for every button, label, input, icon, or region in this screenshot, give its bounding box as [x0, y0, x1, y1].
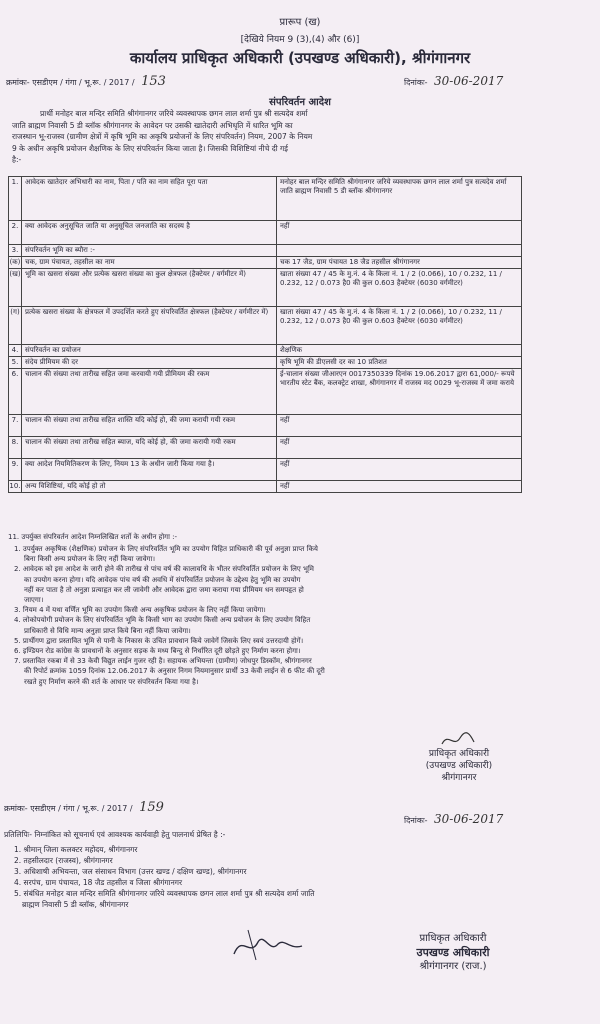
condition-line: नहीं कर पाता है तो अनुज्ञा प्रत्याहृत कर ली जावेगी और आवेदक द्वारा जमा कराया गया प्रीमियम धन समपहृत हो	[24, 585, 304, 594]
row-answer: कृषि भूमि की डीएलसी दर का 10 प्रतिशत	[277, 357, 522, 369]
copy-ref-line	[4, 800, 164, 815]
intro-line: राजस्थान भू-राजस्व (ग्रामीण क्षेत्रों में कृषि भूमि का अकृषि प्रयोजनों के लिए संपरिवर्तन) नियम, 2007 के नियम	[12, 132, 313, 141]
condition-line: बिना किसी अन्य प्रयोजन के लिए नहीं किया जावेगा।	[24, 555, 156, 564]
date-label: दिनांकः-	[404, 78, 428, 87]
stamp-line: प्राधिकृत अधिकारी	[419, 933, 487, 944]
row-answer: नहीं	[277, 481, 522, 493]
row-question: क्या आदेश नियमितिकरण के लिए, नियम 13 के अधीन जारी किया गया है।	[22, 459, 277, 481]
row-answer: खाता संख्या 47 / 45 के मु.नं. 4 के किला नं. 1 / 2 (0.066), 10 / 0.232, 11 / 0.232, 12 / 0.073 है0 की कुल 0.603 हैक्टेयर (6030 वर्गमीटर)	[277, 307, 522, 345]
table-row	[9, 307, 522, 345]
table-row	[9, 177, 522, 221]
copy-ref-prefix: क्रमांकः- एसडीएम / गंगा / भू.रू. / 2017 /	[4, 804, 133, 813]
condition-line: जाएगा।	[24, 596, 44, 605]
signatory-place: श्रीगंगानगर	[441, 773, 477, 783]
ref-number: 153	[141, 74, 166, 89]
condition-line: का उपयोग करना होगा। यदि आवेदक पांच वर्ष की अवधि में संपरिवर्तित प्रयोजन के उद्देश्य हेतु भूमि का उपयोग	[24, 575, 301, 584]
condition-line: प्राधिकारी से विधि मान्य अनुज्ञा प्राप्त किये बिना नहीं किया जावेगा।	[24, 626, 191, 635]
stamp-line: श्रीगंगानगर (राज.)	[419, 961, 487, 972]
conditions-title: 11. उपर्युक्त संपरिवर्तन आदेश निम्नलिखित शर्तो के अधीन होगा :-	[8, 533, 178, 541]
condition-line: रखते हुए निर्माण करने की शर्त के आधार पर संपरिवर्तन किया गया है।	[24, 677, 199, 686]
table-row	[9, 345, 522, 357]
row-question: भूमि का खसरा संख्या और प्रत्येक खसरा संख्या का कुल क्षेत्रफल (हैक्टेयर / वर्गमीटर में)	[22, 269, 277, 307]
table-row	[9, 437, 522, 459]
table-row	[9, 245, 522, 257]
row-number: (क)	[9, 257, 22, 269]
rule-reference: [देखिये नियम 9 (3),(4) और (6)]	[240, 35, 360, 45]
intro-line: प्रार्थी मनोहर बाल मन्दिर समिति श्रीगंगानगर जरिये व्यवस्थापक छगन लाल शर्मा पुत्र श्री सत्यदेव शर्मा	[40, 109, 308, 118]
row-number: 8.	[9, 437, 22, 459]
signatory-designation: (उपखण्ड अधिकारी)	[425, 761, 493, 771]
table-row	[9, 481, 522, 493]
table-row	[9, 369, 522, 415]
signature-mark	[438, 730, 478, 750]
row-number: 7.	[9, 415, 22, 437]
intro-line: 9 के अधीन अकृषि प्रयोजन शैक्षणिक के लिए संपरिवर्तन किया जाता है। जिसकी विशिष्टियां नीचे दी गई	[12, 143, 288, 153]
row-number: 10.	[9, 481, 22, 493]
condition-line: 2. आवेदक को इस आदेश के जारी होने की तारीख से पांच वर्ष की कालावधि के भीतर संपरिवर्तित प्रयोजन के लिए भूमि	[14, 565, 314, 574]
table-row	[9, 257, 522, 269]
order-title: संपरिवर्तन आदेश	[269, 97, 331, 108]
intro-line: जाति ब्राह्मण निवासी 5 डी ब्लॉक श्रीगंगानगर के आवेदन पर उसकी खातेदारी अभिधृति में धारित भूमि का	[12, 120, 293, 130]
condition-line: 7. प्रस्तावित रकबा में से 33 केवी विद्युत लाईन गुजर रही है। सहायक अभियन्ता (ग्रामीण) जोधपुर डिस्कॉम, श्रीगंगानगर	[14, 657, 312, 666]
recipient-item: 2. तहसीलदार (राजस्व), श्रीगंगानगर	[14, 856, 113, 865]
row-question: संपरिवर्तन का प्रयोजन	[22, 345, 277, 357]
row-number: 1.	[9, 177, 22, 221]
row-question: आवेदक खातेदार अभिधारी का नाम, पिता / पति का नाम सहित पूरा पता	[22, 177, 277, 221]
condition-line: 5. प्रार्थीगण द्वारा प्रस्तावित भूमि से पानी के निकास के उचित प्रावधान किये जावेगें जिसके लिए स्वयं उत्तरदायी होगें।	[14, 636, 304, 645]
row-number: 5.	[9, 357, 22, 369]
table-row	[9, 221, 522, 245]
table-row	[9, 269, 522, 307]
copy-intro: प्रतिलिपिः- निम्नांकित को सूचनार्थ एवं आवश्यक कार्यवाही हेतु पालनार्थ प्रेषित है :-	[4, 830, 226, 839]
office-title: कार्यालय प्राधिकृत अधिकारी (उपखण्ड अधिकारी), श्रीगंगानगर	[129, 49, 471, 67]
intro-line: है:-	[12, 155, 22, 164]
recipients-list	[14, 844, 584, 910]
recipient-item: 1. श्रीमान् जिला कलक्टर महोदय, श्रीगंगानगर	[14, 845, 138, 854]
handwritten-signature	[228, 924, 308, 964]
row-answer: मनोहर बाल मन्दिर समिति श्रीगंगानगर जरिये व्यवस्थापक छगन लाल शर्मा पुत्र सत्यदेव शर्मा जाति ब्राह्मण निवासी 5 डी ब्लॉक श्रीगंगानगर	[277, 177, 522, 221]
particulars-table	[8, 176, 522, 493]
row-answer: नहीं	[277, 437, 522, 459]
intro-paragraph	[12, 108, 312, 166]
row-question: अन्य विशिष्टियां, यदि कोई हो तो	[22, 481, 277, 493]
condition-line: 4. लोकोपयोगी प्रयोजन के लिए संपरिवर्तित भूमि के किसी भाग का उपयोग किसी अन्य प्रयोजन के लिए उपयोग विहित	[14, 616, 311, 625]
conditions-list	[14, 545, 584, 688]
ref-line	[6, 74, 166, 89]
copy-ref-number: 159	[139, 800, 164, 815]
row-number: (ख)	[9, 269, 22, 307]
recipient-item: 5. संबंधित मनोहर बाल मन्दिर समिति श्रीगंगानगर जरिये व्यवस्थापक छगन लाल शर्मा पुत्र श्री सत्यदेव शर्मा जाति	[14, 889, 315, 898]
date-value: 30-06-2017	[434, 74, 504, 88]
row-answer: नहीं	[277, 459, 522, 481]
row-question: चक, ग्राम पंचायत, तहसील का नाम	[22, 257, 277, 269]
row-answer	[277, 245, 522, 257]
row-answer: खाता संख्या 47 / 45 के मु.नं. 4 के किला नं. 1 / 2 (0.066), 10 / 0.232, 11 / 0.232, 12 / 0.073 है0 की कुल 0.603 हैक्टेयर (6030 वर्गमीटर)	[277, 269, 522, 307]
row-answer: ई-चालान संख्या जीआरएन 0017350339 दिनांक 19.06.2017 द्वारा 61,000/- रूपये भारतीय स्टेट बैंक, कलक्ट्रेट शाखा, श्रीगंगानगर में राजस्व मद 0029 भू-राजस्व में जमा कराये	[277, 369, 522, 415]
row-number: 6.	[9, 369, 22, 415]
row-question: प्रत्येक खसरा संख्या के क्षेत्रफल में उपदर्शित करते हुए संपरिवर्तित क्षेत्रफल (हैक्टेयर / वर्गमीटर में)	[22, 307, 277, 345]
table-row	[9, 357, 522, 369]
row-number: 4.	[9, 345, 22, 357]
recipient-item: 4. सरपंच, ग्राम पंचायत, 18 जैड तहसील व जिला श्रीगंगानगर	[14, 878, 183, 887]
row-question: चालान की संख्या तथा तारीख सहित ब्याज, यदि कोई हो, की जमा करायी गयी रकम	[22, 437, 277, 459]
row-number: 2.	[9, 221, 22, 245]
row-number: 9.	[9, 459, 22, 481]
row-question: संपरिवर्तन भूमि का ब्यौरा :-	[22, 245, 277, 257]
signature-block	[374, 748, 544, 784]
row-number: 3.	[9, 245, 22, 257]
row-answer: चक 17 जैड, ग्राम पंचायत 18 जैड तहसील श्रीगंगानगर	[277, 257, 522, 269]
row-answer: नहीं	[277, 221, 522, 245]
official-stamp	[368, 932, 538, 974]
row-answer: नहीं	[277, 415, 522, 437]
copy-date-value: 30-06-2017	[434, 812, 504, 826]
condition-line: 3. नियम 4 में यथा वर्णित भूमि का उपयोग किसी अन्य अकृषिक प्रयोजन के लिए नहीं किया जायेगा।	[14, 606, 266, 615]
recipient-item: 3. अधिशाषी अभियन्ता, जल संसाधन विभाग (उत्तर खण्ड / दक्षिण खण्ड), श्रीगंगानगर	[14, 867, 247, 876]
table-row	[9, 459, 522, 481]
row-question: चालान की संख्या तथा तारीख सहित जमा करवायी गयी प्रीमियम की रकम	[22, 369, 277, 415]
row-number: (ग)	[9, 307, 22, 345]
form-label: प्रारूप (ख)	[279, 17, 321, 28]
row-question: क्या आवेदक अनुसूचित जाति या अनुसूचित जनजाति का सदस्य है	[22, 221, 277, 245]
row-question: चालान की संख्या तथा तारीख सहित शास्ति यदि कोई हो, की जमा करायी गयी रकम	[22, 415, 277, 437]
row-question: संदेय प्रीमियम की दर	[22, 357, 277, 369]
condition-line: की रिपोर्ट क्रमांक 1059 दिनांक 12.06.2017 के अनुसार निगम नियमानुसार प्रार्थी 33 केवी लाईन से 6 फीट की दूरी	[24, 667, 325, 676]
stamp-line: उपखण्ड अधिकारी	[416, 946, 490, 959]
copy-date-line	[404, 812, 503, 826]
date-line	[404, 74, 503, 88]
condition-line: 1. उपर्युक्त अकृषिक (शैक्षणिक) प्रयोजन के लिए संपरिवर्तित भूमि का उपयोग विहित प्राधिकारी की पूर्व अनुज्ञा प्राप्त किये	[14, 545, 318, 553]
condition-line: 6. इण्डियन रोड कांग्रेस के प्रावधानों के अनुसार सड़क के मध्य बिन्दु से निर्धारित दूरी छोड़ते हुए निर्माण करना होगा।	[14, 647, 301, 656]
table-row	[9, 415, 522, 437]
copy-date-label: दिनांकः-	[404, 816, 428, 825]
recipient-item: ब्राह्मण निवासी 5 डी ब्लॉक, श्रीगंगानगर	[22, 900, 129, 909]
ref-prefix: क्रमांकः- एसडीएम / गंगा / भू.रू. / 2017 /	[6, 78, 135, 87]
row-answer: शैक्षणिक	[277, 345, 522, 357]
signatory-title: प्राधिकृत अधिकारी	[428, 749, 490, 759]
